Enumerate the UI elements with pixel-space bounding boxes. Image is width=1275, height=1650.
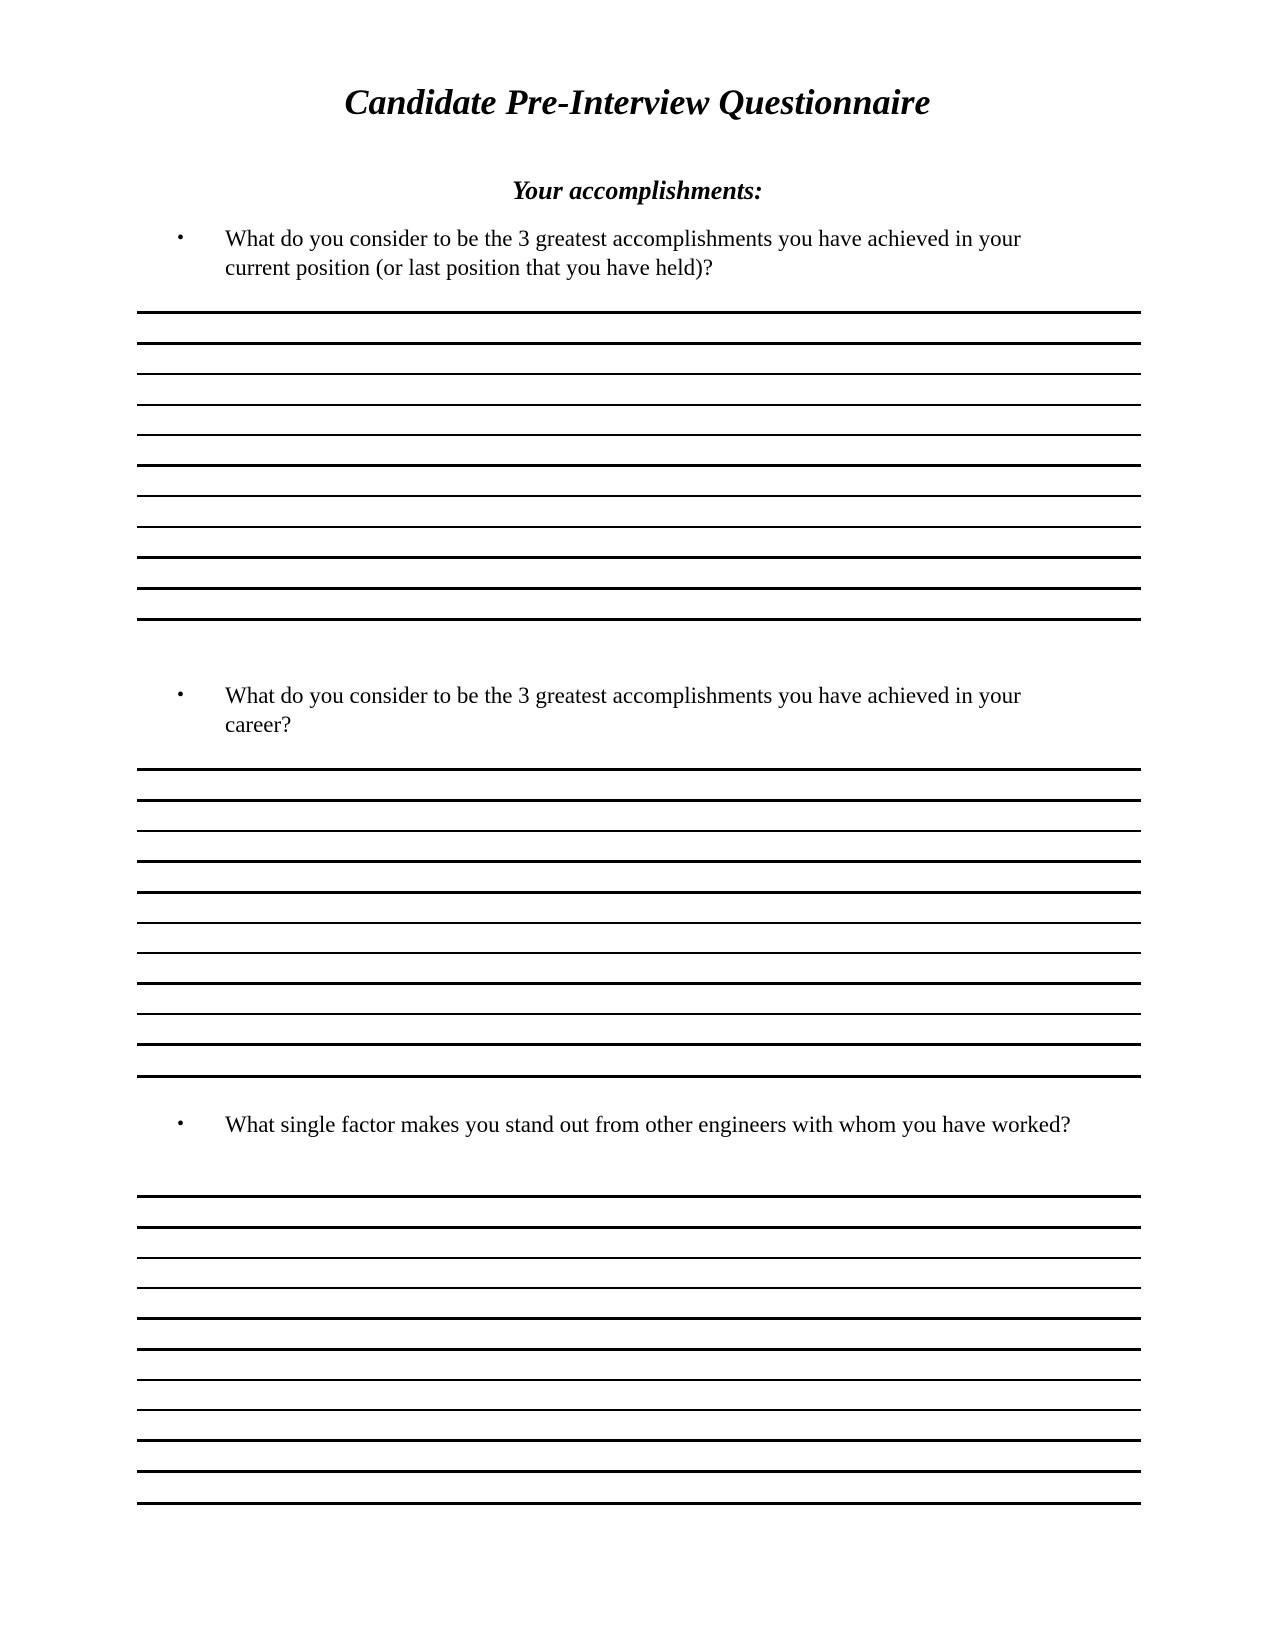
answer-line[interactable] [137, 311, 1141, 314]
answer-line[interactable] [137, 556, 1141, 559]
bullet-icon: • [177, 227, 185, 249]
answer-line[interactable] [137, 1470, 1141, 1473]
answer-line[interactable] [137, 1409, 1141, 1411]
answer-line[interactable] [137, 373, 1141, 375]
question-text: What do you consider to be the 3 greatest accomplishments you have achieved in your current position (or last position that you have held)? [225, 226, 1021, 280]
bullet-icon: • [177, 684, 185, 706]
answer-line[interactable] [137, 1379, 1141, 1381]
answer-line[interactable] [137, 434, 1141, 436]
answer-line[interactable] [137, 768, 1141, 771]
answer-line[interactable] [137, 618, 1141, 621]
answer-line[interactable] [137, 404, 1141, 406]
answer-line[interactable] [137, 1502, 1141, 1505]
page-title: Candidate Pre-Interview Questionnaire [344, 82, 931, 122]
answer-line[interactable] [137, 830, 1141, 832]
bullet-icon: • [177, 1113, 185, 1135]
answer-line[interactable] [137, 1013, 1141, 1015]
answer-line[interactable] [137, 1195, 1141, 1198]
question-text: What single factor makes you stand out from other engineers with whom you have worked? [225, 1112, 1071, 1137]
answer-line[interactable] [137, 1226, 1141, 1229]
answer-line[interactable] [137, 526, 1141, 528]
answer-line[interactable] [137, 1043, 1141, 1046]
answer-line[interactable] [137, 495, 1141, 497]
answer-line[interactable] [137, 799, 1141, 802]
answer-line[interactable] [137, 1317, 1141, 1320]
answer-line[interactable] [137, 891, 1141, 894]
answer-line[interactable] [137, 587, 1141, 590]
answer-line[interactable] [137, 1257, 1141, 1259]
answer-line[interactable] [137, 342, 1141, 345]
question-text: What do you consider to be the 3 greatest accomplishments you have achieved in your career? [225, 683, 1021, 737]
answer-line[interactable] [137, 1287, 1141, 1289]
answer-line[interactable] [137, 982, 1141, 985]
answer-line[interactable] [137, 860, 1141, 863]
answer-line[interactable] [137, 952, 1141, 954]
answer-line[interactable] [137, 1439, 1141, 1442]
answer-line[interactable] [137, 922, 1141, 924]
answer-line[interactable] [137, 1348, 1141, 1351]
section-heading: Your accomplishments: [512, 176, 763, 205]
answer-line[interactable] [137, 464, 1141, 467]
answer-line[interactable] [137, 1075, 1141, 1078]
